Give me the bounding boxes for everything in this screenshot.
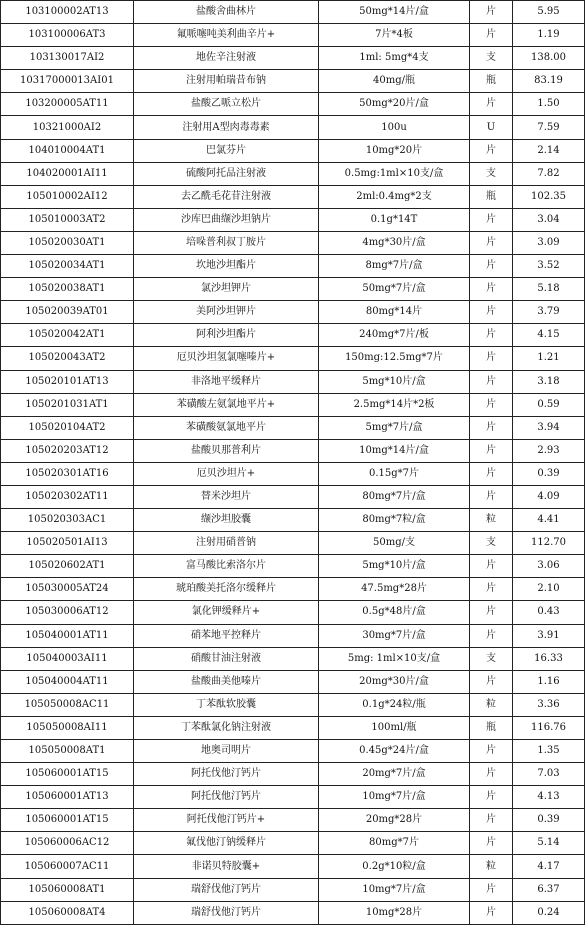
drug-unit-cell: 片 bbox=[470, 24, 513, 47]
drug-spec-cell: 0.45g*24片/盒 bbox=[319, 740, 470, 763]
drug-code-cell: 105060007AC11 bbox=[1, 855, 134, 878]
table-row bbox=[1, 740, 585, 763]
table-row bbox=[1, 855, 585, 878]
table-row bbox=[1, 439, 585, 462]
drug-name-cell: 氯化钾缓释片+ bbox=[134, 601, 319, 624]
drug-price-cell: 4.17 bbox=[513, 855, 585, 878]
drug-spec-cell: 150mg:12.5mg*7片 bbox=[319, 347, 470, 370]
drug-name-cell: 注射用A型肉毒毒素 bbox=[134, 116, 319, 139]
drug-name-cell: 厄贝沙坦片+ bbox=[134, 462, 319, 485]
table-row bbox=[1, 693, 585, 716]
drug-unit-cell: 片 bbox=[470, 370, 513, 393]
drug-spec-cell: 4mg*30片/盒 bbox=[319, 231, 470, 254]
drug-code-cell: 105060008AT4 bbox=[1, 901, 134, 924]
drug-price-cell: 3.94 bbox=[513, 416, 585, 439]
drug-unit-cell: 片 bbox=[470, 786, 513, 809]
drug-price-cell: 6.37 bbox=[513, 878, 585, 901]
table-row bbox=[1, 485, 585, 508]
drug-unit-cell: 片 bbox=[470, 462, 513, 485]
drug-code-cell: 104010004AT1 bbox=[1, 139, 134, 162]
drug-unit-cell: 片 bbox=[470, 324, 513, 347]
drug-code-cell: 105060008AT1 bbox=[1, 878, 134, 901]
drug-price-cell: 4.41 bbox=[513, 509, 585, 532]
drug-spec-cell: 50mg*20片/盒 bbox=[319, 93, 470, 116]
drug-code-cell: 105010003AT2 bbox=[1, 208, 134, 231]
drug-code-cell: 105030005AT24 bbox=[1, 578, 134, 601]
drug-name-cell: 培哚普利叔丁胺片 bbox=[134, 231, 319, 254]
drug-code-cell: 105050008AC11 bbox=[1, 693, 134, 716]
drug-name-cell: 注射用帕瑞昔布钠 bbox=[134, 70, 319, 93]
drug-spec-cell: 20mg*28片 bbox=[319, 809, 470, 832]
drug-spec-cell: 7片*4板 bbox=[319, 24, 470, 47]
table-row bbox=[1, 162, 585, 185]
table-row bbox=[1, 763, 585, 786]
drug-name-cell: 阿托伐他汀钙片 bbox=[134, 786, 319, 809]
drug-spec-cell: 40mg/瓶 bbox=[319, 70, 470, 93]
drug-spec-cell: 50mg/支 bbox=[319, 532, 470, 555]
drug-unit-cell: 片 bbox=[470, 878, 513, 901]
drug-spec-cell: 0.5mg:1ml×10支/盒 bbox=[319, 162, 470, 185]
drug-code-cell: 105020043AT2 bbox=[1, 347, 134, 370]
drug-unit-cell: 片 bbox=[470, 485, 513, 508]
drug-code-cell: 105060006AC12 bbox=[1, 832, 134, 855]
drug-name-cell: 富马酸比索洛尔片 bbox=[134, 555, 319, 578]
drug-price-cell: 102.35 bbox=[513, 185, 585, 208]
drug-name-cell: 瑞舒伐他汀钙片 bbox=[134, 901, 319, 924]
drug-name-cell: 美阿沙坦钾片 bbox=[134, 301, 319, 324]
drug-spec-cell: 80mg*7片/盒 bbox=[319, 485, 470, 508]
drug-spec-cell: 20mg*7片/盒 bbox=[319, 763, 470, 786]
drug-spec-cell: 0.1g*14T bbox=[319, 208, 470, 231]
drug-price-cell: 112.70 bbox=[513, 532, 585, 555]
drug-name-cell: 苯磺酸左氨氯地平片+ bbox=[134, 393, 319, 416]
table-row bbox=[1, 624, 585, 647]
drug-code-cell: 104020001AI11 bbox=[1, 162, 134, 185]
drug-code-cell: 105020301AT16 bbox=[1, 462, 134, 485]
drug-code-cell: 105010002AI12 bbox=[1, 185, 134, 208]
drug-code-cell: 105020039AT01 bbox=[1, 301, 134, 324]
drug-price-cell: 1.16 bbox=[513, 670, 585, 693]
drug-code-cell: 105040003AI11 bbox=[1, 647, 134, 670]
drug-price-cell: 3.52 bbox=[513, 255, 585, 278]
drug-unit-cell: 片 bbox=[470, 601, 513, 624]
drug-spec-cell: 5mg*10片/盒 bbox=[319, 370, 470, 393]
drug-unit-cell: 片 bbox=[470, 624, 513, 647]
table-row bbox=[1, 670, 585, 693]
drug-price-cell: 0.59 bbox=[513, 393, 585, 416]
table-row bbox=[1, 716, 585, 739]
drug-spec-cell: 2ml:0.4mg*2支 bbox=[319, 185, 470, 208]
drug-price-cell: 1.21 bbox=[513, 347, 585, 370]
drug-unit-cell: 片 bbox=[470, 439, 513, 462]
drug-spec-cell: 0.5g*48片/盒 bbox=[319, 601, 470, 624]
drug-spec-cell: 80mg*7片 bbox=[319, 832, 470, 855]
table-row bbox=[1, 93, 585, 116]
drug-spec-cell: 8mg*7片/盒 bbox=[319, 255, 470, 278]
drug-name-cell: 盐酸乙哌立松片 bbox=[134, 93, 319, 116]
drug-unit-cell: 支 bbox=[470, 162, 513, 185]
drug-name-cell: 盐酸贝那普利片 bbox=[134, 439, 319, 462]
drug-price-cell: 7.82 bbox=[513, 162, 585, 185]
drug-unit-cell: 片 bbox=[470, 393, 513, 416]
drug-unit-cell: 片 bbox=[470, 208, 513, 231]
drug-unit-cell: 片 bbox=[470, 740, 513, 763]
drug-code-cell: 105040001AT11 bbox=[1, 624, 134, 647]
drug-unit-cell: 片 bbox=[470, 555, 513, 578]
drug-price-cell: 3.91 bbox=[513, 624, 585, 647]
drug-spec-cell: 50mg*7片/盒 bbox=[319, 278, 470, 301]
table-row bbox=[1, 255, 585, 278]
drug-unit-cell: U bbox=[470, 116, 513, 139]
drug-code-cell: 105060001AT15 bbox=[1, 809, 134, 832]
drug-code-cell: 105020042AT1 bbox=[1, 324, 134, 347]
drug-name-cell: 苯磺酸氨氯地平片 bbox=[134, 416, 319, 439]
drug-price-cell: 3.09 bbox=[513, 231, 585, 254]
drug-code-cell: 105050008AI11 bbox=[1, 716, 134, 739]
drug-price-cell: 2.10 bbox=[513, 578, 585, 601]
drug-price-cell: 5.18 bbox=[513, 278, 585, 301]
drug-name-cell: 阿利沙坦酯片 bbox=[134, 324, 319, 347]
drug-name-cell: 氟哌噻吨美利曲辛片+ bbox=[134, 24, 319, 47]
table-row bbox=[1, 1, 585, 24]
drug-spec-cell: 5mg*7片/盒 bbox=[319, 416, 470, 439]
table-row bbox=[1, 208, 585, 231]
drug-price-cell: 4.09 bbox=[513, 485, 585, 508]
drug-price-cell: 4.13 bbox=[513, 786, 585, 809]
table-row bbox=[1, 462, 585, 485]
drug-spec-cell: 5mg*10片/盒 bbox=[319, 555, 470, 578]
drug-code-cell: 103100006AT3 bbox=[1, 24, 134, 47]
table-body bbox=[1, 1, 585, 925]
drug-code-cell: 105030006AT12 bbox=[1, 601, 134, 624]
drug-unit-cell: 片 bbox=[470, 255, 513, 278]
drug-code-cell: 10317000013AI01 bbox=[1, 70, 134, 93]
drug-unit-cell: 粒 bbox=[470, 693, 513, 716]
drug-price-cell: 2.14 bbox=[513, 139, 585, 162]
table-row bbox=[1, 786, 585, 809]
drug-spec-cell: 80mg*7粒/盒 bbox=[319, 509, 470, 532]
drug-spec-cell: 30mg*7片/盒 bbox=[319, 624, 470, 647]
drug-price-cell: 138.00 bbox=[513, 47, 585, 70]
table-row bbox=[1, 70, 585, 93]
drug-name-cell: 缬沙坦胶囊 bbox=[134, 509, 319, 532]
drug-name-cell: 去乙酰毛花苷注射液 bbox=[134, 185, 319, 208]
drug-spec-cell: 100u bbox=[319, 116, 470, 139]
table-row bbox=[1, 647, 585, 670]
table-row bbox=[1, 139, 585, 162]
drug-price-cell: 7.59 bbox=[513, 116, 585, 139]
drug-unit-cell: 片 bbox=[470, 93, 513, 116]
drug-unit-cell: 片 bbox=[470, 578, 513, 601]
drug-unit-cell: 瓶 bbox=[470, 716, 513, 739]
table-row bbox=[1, 878, 585, 901]
table-row bbox=[1, 116, 585, 139]
drug-unit-cell: 片 bbox=[470, 1, 513, 24]
drug-name-cell: 非洛地平缓释片 bbox=[134, 370, 319, 393]
table-row bbox=[1, 24, 585, 47]
drug-name-cell: 阿托伐他汀钙片 bbox=[134, 763, 319, 786]
drug-code-cell: 105020302AT11 bbox=[1, 485, 134, 508]
drug-unit-cell: 片 bbox=[470, 347, 513, 370]
drug-spec-cell: 10mg*28片 bbox=[319, 901, 470, 924]
drug-code-cell: 103200005AT11 bbox=[1, 93, 134, 116]
drug-price-cell: 2.93 bbox=[513, 439, 585, 462]
drug-code-cell: 105020030AT1 bbox=[1, 231, 134, 254]
drug-spec-cell: 47.5mg*28片 bbox=[319, 578, 470, 601]
drug-spec-cell: 2.5mg*14片*2板 bbox=[319, 393, 470, 416]
drug-name-cell: 巴氯芬片 bbox=[134, 139, 319, 162]
drug-code-cell: 105020104AT2 bbox=[1, 416, 134, 439]
drug-code-cell: 105020303AC1 bbox=[1, 509, 134, 532]
drug-code-cell: 105050008AT1 bbox=[1, 740, 134, 763]
drug-name-cell: 沙库巴曲缬沙坦钠片 bbox=[134, 208, 319, 231]
table-row bbox=[1, 532, 585, 555]
drug-name-cell: 丁苯酞软胶囊 bbox=[134, 693, 319, 716]
drug-spec-cell: 10mg*20片 bbox=[319, 139, 470, 162]
drug-spec-cell: 0.2g*10粒/盒 bbox=[319, 855, 470, 878]
table-row bbox=[1, 832, 585, 855]
drug-price-cell: 116.76 bbox=[513, 716, 585, 739]
drug-price-cell: 0.39 bbox=[513, 462, 585, 485]
drug-name-cell: 盐酸曲美他嗪片 bbox=[134, 670, 319, 693]
table-row bbox=[1, 185, 585, 208]
drug-spec-cell: 0.15g*7片 bbox=[319, 462, 470, 485]
drug-unit-cell: 粒 bbox=[470, 855, 513, 878]
drug-price-cell: 1.50 bbox=[513, 93, 585, 116]
drug-price-cell: 5.95 bbox=[513, 1, 585, 24]
drug-price-cell: 16.33 bbox=[513, 647, 585, 670]
table-row bbox=[1, 47, 585, 70]
drug-unit-cell: 片 bbox=[470, 139, 513, 162]
drug-unit-cell: 片 bbox=[470, 278, 513, 301]
drug-spec-cell: 0.1g*24粒/瓶 bbox=[319, 693, 470, 716]
drug-spec-cell: 50mg*14片/盒 bbox=[319, 1, 470, 24]
drug-unit-cell: 片 bbox=[470, 809, 513, 832]
drug-name-cell: 硝酸甘油注射液 bbox=[134, 647, 319, 670]
drug-price-cell: 3.36 bbox=[513, 693, 585, 716]
drug-unit-cell: 瓶 bbox=[470, 70, 513, 93]
drug-spec-cell: 10mg*7片/盒 bbox=[319, 786, 470, 809]
drug-code-cell: 103100002AT13 bbox=[1, 1, 134, 24]
drug-price-cell: 83.19 bbox=[513, 70, 585, 93]
drug-price-cell: 0.24 bbox=[513, 901, 585, 924]
drug-code-cell: 105020034AT1 bbox=[1, 255, 134, 278]
drug-unit-cell: 片 bbox=[470, 670, 513, 693]
drug-unit-cell: 瓶 bbox=[470, 185, 513, 208]
drug-price-cell: 1.35 bbox=[513, 740, 585, 763]
drug-spec-cell: 5mg: 1ml×10支/盒 bbox=[319, 647, 470, 670]
drug-code-cell: 105020038AT1 bbox=[1, 278, 134, 301]
table-row bbox=[1, 509, 585, 532]
table-row bbox=[1, 555, 585, 578]
drug-price-cell: 7.03 bbox=[513, 763, 585, 786]
table-row bbox=[1, 347, 585, 370]
drug-price-cell: 3.04 bbox=[513, 208, 585, 231]
table-row bbox=[1, 901, 585, 924]
table-row bbox=[1, 601, 585, 624]
drug-unit-cell: 片 bbox=[470, 416, 513, 439]
drug-unit-cell: 片 bbox=[470, 301, 513, 324]
drug-name-cell: 替米沙坦片 bbox=[134, 485, 319, 508]
drug-name-cell: 厄贝沙坦氢氯噻嗪片+ bbox=[134, 347, 319, 370]
drug-name-cell: 地佐辛注射液 bbox=[134, 47, 319, 70]
drug-name-cell: 注射用硝普钠 bbox=[134, 532, 319, 555]
drug-price-cell: 5.14 bbox=[513, 832, 585, 855]
drug-name-cell: 丁苯酞氯化钠注射液 bbox=[134, 716, 319, 739]
drug-unit-cell: 片 bbox=[470, 832, 513, 855]
drug-code-cell: 105060001AT13 bbox=[1, 786, 134, 809]
drug-unit-cell: 支 bbox=[470, 47, 513, 70]
drug-spec-cell: 100ml/瓶 bbox=[319, 716, 470, 739]
drug-unit-cell: 片 bbox=[470, 763, 513, 786]
table-row bbox=[1, 578, 585, 601]
drug-unit-cell: 支 bbox=[470, 532, 513, 555]
drug-name-cell: 硝苯地平控释片 bbox=[134, 624, 319, 647]
drug-name-cell: 氯沙坦钾片 bbox=[134, 278, 319, 301]
drug-price-cell: 3.18 bbox=[513, 370, 585, 393]
drug-spec-cell: 10mg*7片/盒 bbox=[319, 878, 470, 901]
drug-code-cell: 105040004AT11 bbox=[1, 670, 134, 693]
drug-name-cell: 坎地沙坦酯片 bbox=[134, 255, 319, 278]
drug-code-cell: 103130017AI2 bbox=[1, 47, 134, 70]
drug-unit-cell: 片 bbox=[470, 901, 513, 924]
drug-name-cell: 氟伐他汀钠缓释片 bbox=[134, 832, 319, 855]
drug-code-cell: 105020602AT1 bbox=[1, 555, 134, 578]
drug-code-cell: 105020101AT13 bbox=[1, 370, 134, 393]
table-row bbox=[1, 231, 585, 254]
drug-spec-cell: 20mg*30片/盒 bbox=[319, 670, 470, 693]
drug-name-cell: 阿托伐他汀钙片+ bbox=[134, 809, 319, 832]
drug-unit-cell: 粒 bbox=[470, 509, 513, 532]
drug-code-cell: 105020203AT12 bbox=[1, 439, 134, 462]
drug-name-cell: 硫酸阿托品注射液 bbox=[134, 162, 319, 185]
table-row bbox=[1, 370, 585, 393]
table-row bbox=[1, 809, 585, 832]
table-row bbox=[1, 324, 585, 347]
drug-price-cell: 4.15 bbox=[513, 324, 585, 347]
drug-unit-cell: 支 bbox=[470, 647, 513, 670]
drug-name-cell: 地奥司明片 bbox=[134, 740, 319, 763]
drug-spec-cell: 240mg*7片/板 bbox=[319, 324, 470, 347]
drug-price-cell: 0.43 bbox=[513, 601, 585, 624]
drug-name-cell: 非诺贝特胶囊+ bbox=[134, 855, 319, 878]
drug-code-cell: 105020501AI13 bbox=[1, 532, 134, 555]
drug-name-cell: 瑞舒伐他汀钙片 bbox=[134, 878, 319, 901]
drug-code-cell: 1050201031AT1 bbox=[1, 393, 134, 416]
drug-name-cell: 琥珀酸美托洛尔缓释片 bbox=[134, 578, 319, 601]
table-row bbox=[1, 301, 585, 324]
drug-code-cell: 105060001AT15 bbox=[1, 763, 134, 786]
drug-name-cell: 盐酸舍曲林片 bbox=[134, 1, 319, 24]
drug-price-cell: 0.39 bbox=[513, 809, 585, 832]
table-row bbox=[1, 393, 585, 416]
drug-price-cell: 3.79 bbox=[513, 301, 585, 324]
drug-spec-cell: 80mg*14片 bbox=[319, 301, 470, 324]
drug-code-cell: 10321000AI2 bbox=[1, 116, 134, 139]
drug-price-cell: 1.19 bbox=[513, 24, 585, 47]
drug-spec-cell: 10mg*14片/盒 bbox=[319, 439, 470, 462]
drug-unit-cell: 片 bbox=[470, 231, 513, 254]
drug-price-cell: 3.06 bbox=[513, 555, 585, 578]
table-row bbox=[1, 416, 585, 439]
drug-spec-cell: 1ml: 5mg*4支 bbox=[319, 47, 470, 70]
table-row bbox=[1, 278, 585, 301]
